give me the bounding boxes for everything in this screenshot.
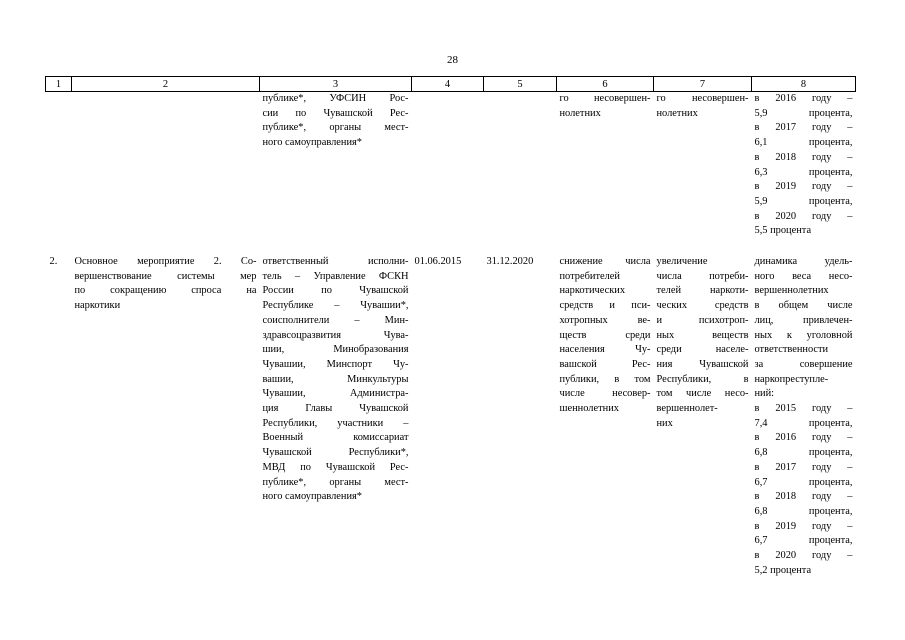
non-implementation-consequence-line: Республики, в: [656, 373, 749, 385]
non-implementation-consequence-line: и психотроп-: [656, 314, 749, 326]
expected-result-line: нолетних: [559, 107, 601, 119]
column-number-6: 6: [557, 77, 654, 92]
measure-executors-line: соисполнители – Мин-: [262, 314, 409, 326]
measure-executors-line: ответственный исполни-: [262, 256, 409, 268]
page-number: 28: [447, 54, 458, 66]
target-indicator-line: в 2018 году –: [754, 491, 853, 503]
target-indicator-line: в 2019 году –: [754, 181, 853, 193]
measure-executors-line: Республике – Чувашии*,: [262, 300, 409, 312]
measure-start-date: [412, 92, 484, 256]
target-indicator-line: 6,1 процента,: [754, 137, 853, 149]
expected-result-line: наркотических: [559, 285, 626, 297]
measure-executors-line: публике*, органы мест-: [262, 122, 409, 134]
target-indicator-line: в 2017 году –: [754, 461, 853, 473]
target-indicator-line: ного веса несо-: [754, 270, 853, 282]
target-indicator-line: в 2017 году –: [754, 122, 853, 134]
measure-name: [72, 255, 260, 578]
expected-result-line: числе несовер-: [559, 388, 651, 400]
non-implementation-consequence-line: среди населе-: [656, 344, 749, 356]
non-implementation-consequence-line: том числе несо-: [656, 388, 749, 400]
measure-end-date: [484, 92, 557, 256]
column-number-4: 4: [412, 77, 484, 92]
target-indicator-line: в 2020 году –: [754, 210, 853, 222]
column-number-2: 2: [72, 77, 260, 92]
measure-name: [72, 92, 260, 256]
non-implementation-consequence-line: нолетних: [656, 107, 698, 119]
expected-result-line: го несовершен-: [559, 93, 651, 104]
measure-executors-line: России по Чувашской: [262, 285, 409, 297]
measure-start-date: 01.06.2015: [414, 256, 462, 268]
measure-executors-line: вашии, Минкультуры: [262, 373, 409, 385]
measure-executors-line: шии, Минобразования: [262, 344, 409, 356]
target-indicator-line: 6,3 процента,: [754, 166, 853, 178]
measure-executors-line: Республики, участники –: [262, 417, 409, 429]
expected-result: [557, 92, 654, 256]
table-row: [46, 92, 856, 256]
target-indicator-line: вершеннолетних: [754, 285, 829, 297]
measure-name-line: по сокращению спроса на: [74, 285, 257, 297]
measure-executors: [260, 92, 412, 256]
target-indicator-line: 6,7 процента,: [754, 535, 853, 547]
expected-result-line: населения Чу-: [559, 344, 651, 356]
measure-executors-line: Чувашии, Администра-: [262, 388, 409, 400]
non-implementation-consequence: [654, 255, 752, 578]
non-implementation-consequence-line: увеличение: [656, 256, 708, 268]
expected-result: [557, 255, 654, 578]
expected-result-line: шеннолетних: [559, 403, 619, 415]
target-indicator-line: 7,4 процента,: [754, 417, 853, 429]
non-implementation-consequence-line: ния Чувашской: [656, 358, 749, 370]
measure-executors-line: публике*, УФСИН Рос-: [262, 93, 409, 104]
measure-executors-line: ция Главы Чувашской: [262, 403, 409, 415]
non-implementation-consequence-line: вершеннолет-: [656, 403, 718, 415]
expected-result-line: вашской Рес-: [559, 358, 651, 370]
column-number-1: 1: [46, 77, 72, 92]
column-number-5: 5: [484, 77, 557, 92]
measure-executors-line: здравсоцразвития Чува-: [262, 329, 409, 341]
target-indicator-line: в общем числе: [754, 300, 853, 312]
target-indicator: [752, 255, 856, 578]
target-indicator-line: 6,8 процента,: [754, 447, 853, 459]
measure-end-date: 31.12.2020: [486, 256, 534, 268]
target-indicator-line: наркопреступле-: [754, 373, 829, 385]
non-implementation-consequence: [654, 92, 752, 256]
measure-number: 2.: [49, 256, 58, 268]
non-implementation-consequence-line: них: [656, 417, 673, 429]
measure-executors-line: ного самоуправления*: [262, 137, 363, 149]
target-indicator-line: в 2015 году –: [754, 403, 853, 415]
expected-result-line: снижение числа: [559, 256, 651, 268]
target-indicator-line: 5,9 процента,: [754, 195, 853, 207]
column-number-row: [46, 77, 856, 92]
target-indicator-line: ответственности: [754, 344, 829, 356]
measure-executors-line: Военный комиссариат: [262, 432, 409, 444]
target-indicator-line: динамика удель-: [754, 256, 853, 268]
measure-executors-line: сии по Чувашской Рес-: [262, 107, 409, 119]
expected-result-line: потребителей: [559, 270, 620, 282]
column-number-8: 8: [752, 77, 856, 92]
non-implementation-consequence-line: числа потреби-: [656, 270, 749, 282]
measure-executors: [260, 255, 412, 578]
target-indicator-line: в 2016 году –: [754, 432, 853, 444]
target-indicator-line: 6,7 процента,: [754, 476, 853, 488]
target-indicator-line: в 2019 году –: [754, 520, 853, 532]
target-indicator-line: ных к уголовной: [754, 329, 853, 341]
measure-name-line: вершенствование системы мер: [74, 270, 257, 282]
measure-number: [46, 92, 72, 256]
non-implementation-consequence-line: ных веществ: [656, 329, 749, 341]
measure-executors-line: МВД по Чувашской Рес-: [262, 461, 409, 473]
target-indicator-line: в 2016 году –: [754, 93, 853, 104]
measure-name-line: Основное мероприятие 2. Со-: [74, 256, 257, 268]
table-row: [46, 255, 856, 578]
measure-executors-line: Чувашии, Минспорт Чу-: [262, 358, 409, 370]
expected-result-line: хотропных ве-: [559, 314, 651, 326]
measure-executors-line: Чувашской Республики*,: [262, 447, 409, 459]
measure-executors-line: публике*, органы мест-: [262, 476, 409, 488]
non-implementation-consequence-line: телей наркоти-: [656, 285, 749, 297]
target-indicator-line: за совершение: [754, 358, 853, 370]
expected-result-line: ществ среди: [559, 329, 651, 341]
column-number-3: 3: [260, 77, 412, 92]
measure-executors-line: ного самоуправления*: [262, 491, 363, 503]
measures-table: [45, 76, 856, 579]
non-implementation-consequence-line: ческих средств: [656, 300, 749, 312]
column-number-7: 7: [654, 77, 752, 92]
expected-result-line: средств и пси-: [559, 300, 651, 312]
target-indicator-line: в 2020 году –: [754, 550, 853, 562]
target-indicator-line: 6,8 процента,: [754, 505, 853, 517]
target-indicator-line: в 2018 году –: [754, 151, 853, 163]
target-indicator-line: 5,2 процента: [754, 564, 812, 576]
target-indicator-line: ний:: [754, 388, 775, 400]
target-indicator: [752, 92, 856, 256]
non-implementation-consequence-line: го несовершен-: [656, 93, 749, 104]
measure-name-line: наркотики: [74, 300, 121, 312]
measure-executors-line: тель – Управление ФСКН: [262, 270, 409, 282]
target-indicator-line: лиц, привлечен-: [754, 314, 853, 326]
target-indicator-line: 5,5 процента: [754, 225, 812, 237]
expected-result-line: публики, в том: [559, 373, 651, 385]
target-indicator-line: 5,9 процента,: [754, 107, 853, 119]
